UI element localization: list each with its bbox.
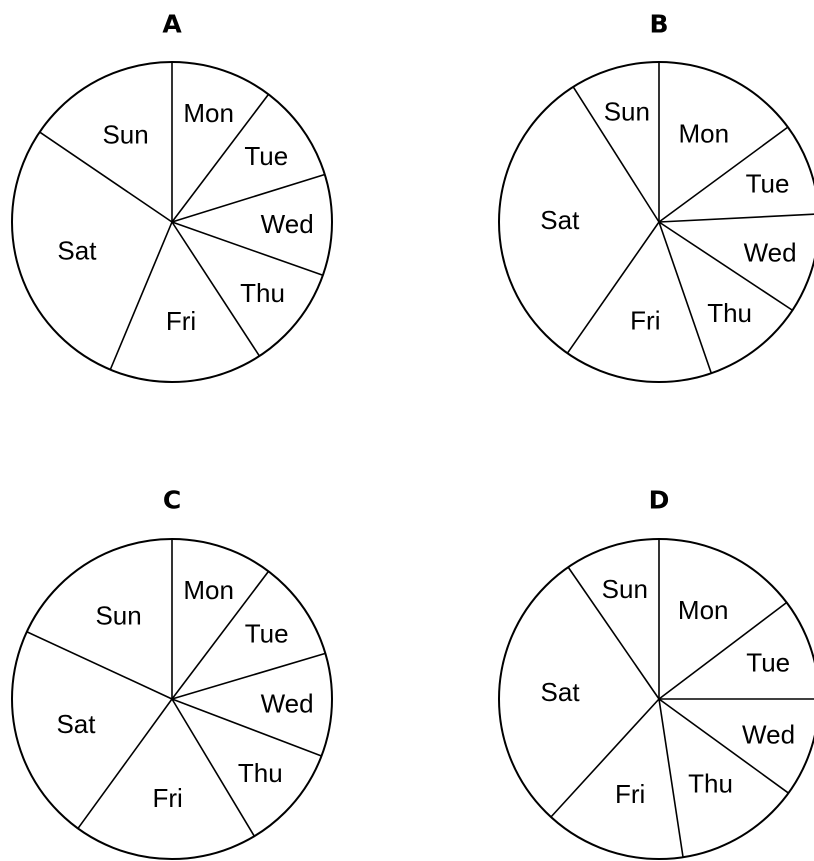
slice-label: Sat [540, 677, 580, 708]
slice-label: Fri [165, 305, 197, 336]
slice-label: Thu [240, 278, 285, 309]
chart-title: B [649, 9, 669, 39]
slice-label: Tue [244, 140, 289, 171]
slice-label: Thu [237, 757, 283, 788]
slice-label: Sun [603, 96, 650, 127]
slice-label: Wed [742, 719, 796, 750]
slice-label: Sun [102, 119, 149, 150]
slice-label: Fri [630, 305, 661, 336]
slice-label: Mon [183, 574, 234, 605]
pie-chart-b [499, 10, 814, 383]
chart-title: D [648, 485, 670, 515]
slice-label: Sat [57, 235, 97, 266]
slice-label: Tue [244, 618, 289, 649]
slice-label: Wed [743, 237, 797, 268]
pie-chart-c [12, 486, 332, 860]
slice-label: Wed [260, 688, 314, 719]
slice-label: Fri [614, 778, 646, 809]
chart-title: C [162, 485, 182, 515]
slice-label: Mon [677, 595, 729, 626]
slice-label: Sat [56, 708, 96, 739]
slice-label: Sun [95, 600, 142, 631]
slice-label: Wed [260, 209, 314, 240]
slice-label: Mon [183, 97, 234, 128]
slice-label: Thu [707, 298, 753, 329]
slice-label: Tue [746, 647, 791, 678]
pie-chart-d [499, 486, 814, 860]
slice-label: Sun [601, 573, 648, 604]
slice-label: Thu [688, 768, 733, 799]
pie-chart-a [12, 10, 332, 383]
slice-label: Tue [745, 168, 790, 199]
slice-label: Sat [540, 204, 580, 235]
slice-label: Fri [152, 783, 183, 814]
chart-title: A [162, 9, 182, 39]
slice-label: Mon [678, 118, 730, 149]
